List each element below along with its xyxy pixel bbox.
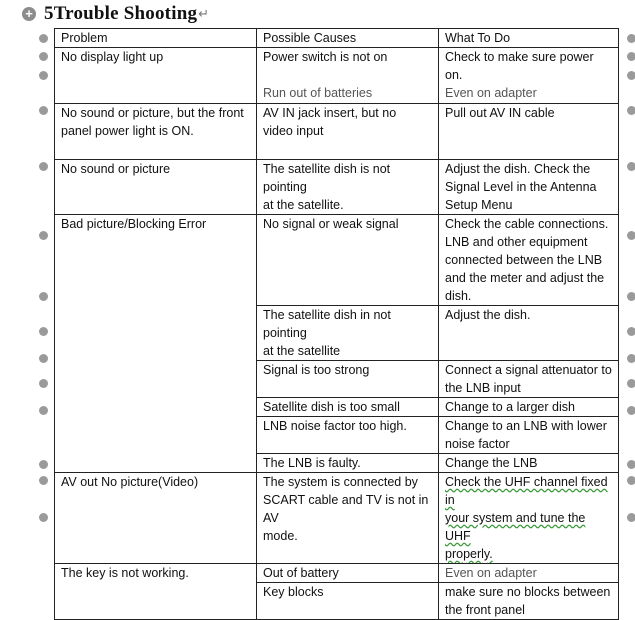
row-end-marker-icon — [627, 292, 635, 301]
row-end-marker-icon — [627, 354, 635, 363]
action-cell: Even on adapter — [439, 563, 619, 582]
action-cell: Pull out AV IN cable — [439, 103, 619, 159]
action-cell: Connect a signal attenuator to the LNB input — [439, 360, 619, 397]
table-row — [55, 214, 619, 305]
row-end-marker-icon — [627, 106, 635, 115]
paragraph-mark-icon: ↵ — [198, 6, 210, 21]
cause-cell: Key blocks — [257, 582, 439, 619]
cause-cell: AV IN jack insert, but no video input — [257, 103, 439, 159]
header-possible-causes: Possible Causes — [257, 29, 439, 48]
action-cell: Even on adapter — [439, 84, 619, 103]
cause-cell: The satellite dish is not pointing at the satellite. — [257, 159, 439, 214]
row-bullet-icon — [39, 34, 48, 43]
cause-cell: Satellite dish is too small — [257, 397, 439, 416]
row-end-marker-icon — [627, 327, 635, 336]
row-bullet-icon — [39, 106, 48, 115]
action-cell: Change to a larger dish — [439, 397, 619, 416]
cause-cell: Signal is too strong — [257, 360, 439, 397]
row-bullet-icon — [39, 231, 48, 240]
cause-cell: Power switch is not on — [257, 48, 439, 85]
section-heading — [22, 2, 209, 26]
table-row — [55, 472, 619, 563]
problem-cell: No display light up — [55, 48, 257, 104]
action-cell: make sure no blocks between the front panel — [439, 582, 619, 619]
row-end-marker-icon — [627, 460, 635, 469]
row-end-marker-icon — [627, 513, 635, 522]
problem-cell: The key is not working. — [55, 563, 257, 619]
action-cell: Check to make sure power on. — [439, 48, 619, 85]
problem-cell: Bad picture/Blocking Error — [55, 214, 257, 472]
table-row — [55, 159, 619, 214]
row-bullet-icon — [39, 354, 48, 363]
row-bullet-icon — [39, 406, 48, 415]
table-row — [55, 48, 619, 85]
row-end-marker-icon — [627, 476, 635, 485]
row-end-marker-icon — [627, 406, 635, 415]
problem-cell: AV out No picture(Video) — [55, 472, 257, 563]
cause-cell: The satellite dish in not pointing at the satellite — [257, 305, 439, 360]
cause-cell: LNB noise factor too high. — [257, 416, 439, 453]
header-what-to-do: What To Do — [439, 29, 619, 48]
row-bullet-icon — [39, 162, 48, 171]
row-bullet-icon — [39, 292, 48, 301]
cause-cell: The LNB is faulty. — [257, 453, 439, 472]
row-bullet-icon — [39, 379, 48, 388]
row-bullet-icon — [39, 71, 48, 80]
action-cell: Check the UHF channel fixed in your system and tune the UHF properly. — [439, 472, 619, 563]
action-cell: Change the LNB — [439, 453, 619, 472]
table-row — [55, 103, 619, 159]
section-title: 5Trouble Shooting — [44, 3, 198, 24]
row-end-marker-icon — [627, 52, 635, 61]
header-problem: Problem — [55, 29, 257, 48]
row-end-marker-icon — [627, 34, 635, 43]
row-bullet-icon — [39, 513, 48, 522]
row-end-marker-icon — [627, 162, 635, 171]
action-cell: Adjust the dish. Check the Signal Level in the Antenna Setup Menu — [439, 159, 619, 214]
cause-cell: The system is connected by SCART cable and TV is not in AV mode. — [257, 472, 439, 563]
cause-cell: Run out of batteries — [257, 84, 439, 103]
action-cell: Adjust the dish. — [439, 305, 619, 360]
expand-plus-icon[interactable]: + — [22, 7, 36, 21]
cause-cell: No signal or weak signal — [257, 214, 439, 305]
row-bullet-icon — [39, 460, 48, 469]
row-bullet-icon — [39, 327, 48, 336]
action-cell: Change to an LNB with lower noise factor — [439, 416, 619, 453]
row-end-marker-icon — [627, 379, 635, 388]
row-end-marker-icon — [627, 231, 635, 240]
problem-cell: No sound or picture — [55, 159, 257, 214]
problem-cell: No sound or picture, but the front panel power light is ON. — [55, 103, 257, 159]
row-end-marker-icon — [627, 71, 635, 80]
action-cell: Check the cable connections. LNB and other equipment connected between the LNB and the meter and adjust the dish. — [439, 214, 619, 305]
row-bullet-icon — [39, 52, 48, 61]
row-bullet-icon — [39, 476, 48, 485]
table-header-row — [55, 29, 619, 48]
cause-cell: Out of battery — [257, 563, 439, 582]
table-row — [55, 563, 619, 582]
troubleshooting-table — [54, 28, 619, 620]
